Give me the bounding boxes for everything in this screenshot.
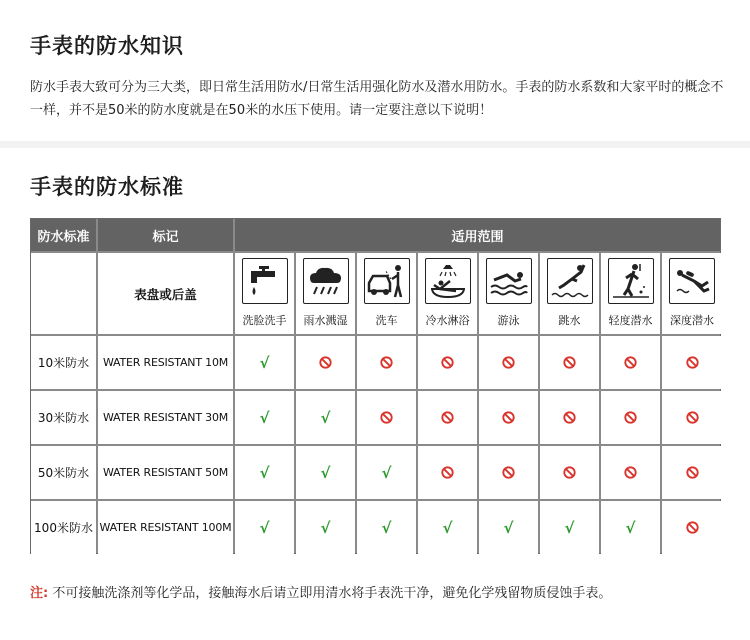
check-mark: √ [442,518,453,537]
check-mark: √ [259,463,270,482]
prohibited-icon [540,391,599,444]
faucet-icon [242,258,288,304]
intro-paragraph: 防水手表大致可分为三大类，即日常生活用防水/日常生活用强化防水及潜水用防水。手表的防水系数和大家平时的概念不一样，并不是50米的防水度就是在50米的水压下使用。请一定要注意以下说明！ [30,80,724,118]
car-wash-icon [364,258,410,304]
rain-cloud-icon [303,258,349,304]
allowed-check-icon [357,501,416,554]
prohibited-icon [601,446,660,499]
mark-description: 表盘或后盖 [98,253,233,334]
activity-label: 洗脸洗手 [242,314,287,327]
allowed-check-icon [235,501,294,554]
activity-7 [601,253,660,334]
allowed-check-icon [235,336,294,389]
shower-icon [425,258,471,304]
activity-8 [662,253,722,334]
allowed-check-icon [357,446,416,499]
activity-5 [479,253,538,334]
check-mark: √ [320,408,331,427]
standard-title: 手表的防水标准 [30,175,184,199]
knowledge-title: 手表的防水知识 [30,34,184,58]
allowed-check-icon [296,501,355,554]
activity-2 [296,253,355,334]
note [30,582,611,601]
check-mark: √ [381,463,392,482]
check-mark: √ [564,518,575,537]
allowed-check-icon [235,446,294,499]
scuba-diver-icon [669,258,715,304]
check-mark: √ [503,518,514,537]
snorkel-diver-icon [608,258,654,304]
activity-4 [418,253,477,334]
activity-label: 深度潜水 [670,314,714,327]
prohibited-icon [662,446,722,499]
prohibited-icon [418,336,477,389]
allowed-check-icon [479,501,538,554]
header-scope: 适用范围 [235,219,720,251]
check-mark: √ [259,408,270,427]
row-mark: WATER RESISTANT 50M [98,446,233,499]
prohibited-icon [601,391,660,444]
prohibited-icon [662,336,722,389]
activity-6 [540,253,599,334]
check-mark: √ [625,518,636,537]
prohibited-icon [418,446,477,499]
prohibited-icon [357,391,416,444]
allowed-check-icon [601,501,660,554]
allowed-check-icon [296,391,355,444]
allowed-check-icon [296,446,355,499]
row-mark: WATER RESISTANT 100M [98,501,233,554]
row-standard: 100米防水 [31,501,96,554]
activity-label: 冷水淋浴 [425,314,470,327]
activity-3 [357,253,416,334]
check-mark: √ [259,518,270,537]
swimmer-icon [486,258,532,304]
activity-1 [235,253,294,334]
blank-standard-cell [31,253,96,334]
row-standard: 50米防水 [31,446,96,499]
prohibited-icon [662,391,722,444]
activity-label: 轻度潜水 [608,314,653,327]
header-mark: 标记 [98,219,233,251]
prohibited-icon [479,446,538,499]
prohibited-icon [601,336,660,389]
check-mark: √ [259,353,270,372]
note-label: 注: [30,586,49,601]
activity-label: 洗车 [375,314,398,327]
check-mark: √ [320,463,331,482]
prohibited-icon [418,391,477,444]
row-mark: WATER RESISTANT 30M [98,391,233,444]
check-mark: √ [381,518,392,537]
allowed-check-icon [540,501,599,554]
prohibited-icon [479,336,538,389]
prohibited-icon [296,336,355,389]
prohibited-icon [540,336,599,389]
allowed-check-icon [235,391,294,444]
check-mark: √ [320,518,331,537]
row-standard: 30米防水 [31,391,96,444]
section-divider [0,141,750,148]
prohibited-icon [479,391,538,444]
row-mark: WATER RESISTANT 10M [98,336,233,389]
water-resistance-table [30,218,721,554]
note-text: 不可接触洗涤剂等化学品，接触海水后请立即用清水将手表洗干净，避免化学残留物质侵蚀手表。 [52,586,612,601]
activity-label: 跳水 [558,314,581,327]
prohibited-icon [662,501,722,554]
allowed-check-icon [418,501,477,554]
activity-label: 游泳 [497,314,520,327]
prohibited-icon [357,336,416,389]
activity-label: 雨水溅湿 [303,314,348,327]
row-standard: 10米防水 [31,336,96,389]
prohibited-icon [540,446,599,499]
header-standard: 防水标准 [31,219,96,251]
diver-jump-icon [547,258,593,304]
